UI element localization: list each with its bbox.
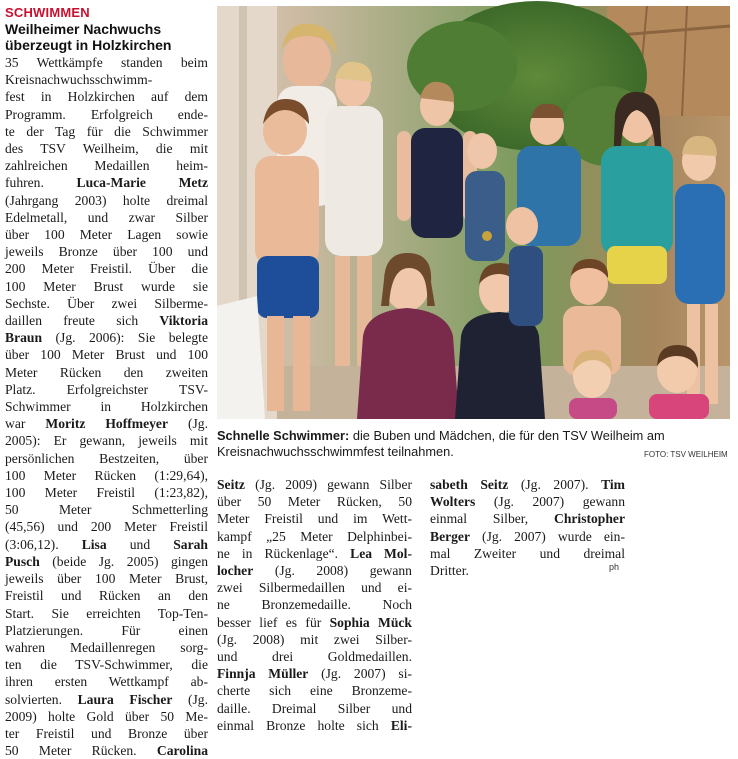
text-line: daille. Dreimal Silber und [217, 700, 412, 716]
text-line: Programm. Erfolgreich ende- [5, 106, 208, 122]
text-line [430, 528, 625, 545]
athlete-name: Berger [430, 528, 470, 544]
text-fragment: daillen freute sich [5, 313, 139, 329]
text-line: fest in Holzkirchen auf dem [5, 89, 208, 105]
text-line: 2005): Er gewann, jeweils mit [5, 433, 208, 449]
text-line: zahlreichen Medaillen heim- [5, 158, 208, 174]
text-fragment: (Jg. 2007) wurde ein- [482, 528, 625, 544]
text-line: ter Freistil und Bronze über [5, 725, 208, 741]
text-line: wahren Medaillenregen sorg- [5, 639, 208, 655]
text-line: Meter Freistil und im Wett- [217, 511, 412, 527]
athlete-name: Sarah [173, 536, 208, 552]
text-line: te der Tag für die Schwimmer [5, 123, 208, 139]
text-fragment: war [5, 416, 26, 432]
text-line [5, 415, 208, 432]
text-line: (45,56) und 200 Meter Freistil [5, 519, 208, 535]
text-line: Kreisnachwuchsschwimm- [5, 72, 153, 88]
text-line: jeweils Bronze über 100 und [5, 244, 208, 260]
text-line: Platz. Erfolgreichster TSV- [5, 381, 208, 397]
text-line: zwei Silbermedaillen und ei- [217, 580, 412, 596]
caption-text: die Buben und Mädchen, die für den TSV Weilheim am Kreisnachwuchsschwimmfest teilnahmen. [217, 428, 665, 459]
athlete-name: Lisa [81, 536, 107, 552]
text-line [217, 614, 412, 631]
text-line [5, 742, 208, 759]
text-line: und drei Goldmedaillen. [217, 649, 412, 665]
athlete-name: Laura Fischer [77, 691, 173, 707]
athlete-name: Pusch [5, 553, 40, 569]
text-line: cherte sich eine Bronzeme- [217, 683, 412, 699]
text-line: ten die TSV-Schwimmer, die [5, 657, 208, 673]
text-line [217, 562, 412, 579]
text-line: Meter Rücken den zweiten [5, 364, 208, 380]
text-line [5, 329, 208, 346]
text-fragment: einmal Silber, [430, 511, 529, 527]
text-fragment: (3:06,12). [5, 536, 59, 552]
athlete-name: Eli- [390, 717, 412, 733]
text-line: 2009) holte Gold über 50 Me- [5, 708, 208, 724]
text-line: 100 Meter Brust wurde sie [5, 278, 208, 294]
text-line: ne Bronzemedaille. Noch [217, 597, 412, 613]
text-line: Dritter. [430, 563, 469, 579]
text-fragment: (beide Jg. 2005) gingen [52, 553, 209, 569]
text-fragment: einmal Bronze holte sich [217, 717, 379, 733]
text-line [430, 510, 625, 527]
text-line [5, 312, 208, 329]
text-line: Schwimmer in Holzkirchen [5, 399, 208, 415]
team-photo [217, 6, 730, 419]
headline-line-2: überzeugt in Holzkirchen [5, 37, 172, 53]
team-photo-illustration [217, 6, 730, 419]
text-line: 35 Wettkämpfe standen beim [5, 55, 208, 70]
text-line [5, 691, 208, 708]
athlete-name: Tim [601, 477, 625, 492]
athlete-name: Sophia Mück [329, 614, 412, 630]
text-fragment: (Jg. 2007) gewann [493, 494, 625, 510]
article-headline [5, 21, 210, 53]
text-line [217, 717, 412, 734]
text-fragment: fuhren. [5, 175, 44, 191]
text-line: über 100 Meter Lagen sowie [5, 227, 208, 243]
text-fragment: (Jg. 2009) gewann Silber [255, 477, 412, 492]
athlete-name: locher [217, 563, 254, 579]
caption-lead: Schnelle Schwimmer: [217, 428, 350, 443]
text-fragment: (Jg. 2006): Sie belegte [55, 330, 208, 346]
author-initials: ph [609, 562, 620, 572]
text-line [430, 493, 625, 510]
photo-credit: FOTO: TSV WEILHEIM [644, 450, 728, 459]
text-line: Freistil und Rücken an den [5, 588, 208, 604]
athlete-name: Viktoria [159, 313, 208, 329]
athlete-name: Seitz [217, 477, 245, 492]
text-fragment: (Jg. 2007) si- [321, 666, 412, 682]
text-fragment: 50 Meter Rücken. [5, 743, 137, 759]
text-line: über 100 Meter Brust und 100 [5, 347, 208, 363]
athlete-name: sabeth Seitz [430, 477, 509, 492]
text-line [217, 545, 412, 562]
text-fragment: besser lief es für [217, 614, 322, 630]
text-line: Edelmetall, und zwar Silber [5, 209, 208, 225]
text-line: des TSV Weilheim, die mit [5, 141, 208, 157]
article-column-2 [217, 476, 412, 734]
text-line: persönlichen Bestzeiten, über [5, 450, 208, 466]
text-fragment: (Jg. 2008) gewann [274, 563, 412, 579]
text-line: Start. Sie erreichten Top-Ten- [5, 605, 208, 621]
text-line [430, 476, 625, 493]
headline-line-1: Weilheimer Nachwuchs [5, 21, 162, 37]
text-line: ihren ersten Wettkampf ab- [5, 674, 208, 690]
text-line [217, 476, 412, 493]
text-line: über 50 Meter Rücken, 50 [217, 494, 412, 510]
text-fragment: (Jg. [187, 416, 208, 432]
athlete-name: Moritz Hoffmeyer [45, 416, 168, 432]
text-line: jeweils über 100 Meter Brust, [5, 571, 208, 587]
text-line [5, 174, 208, 191]
article-column-3 [430, 476, 625, 579]
article-column-1 [5, 54, 208, 759]
text-line: 100 Meter Freistil (1:23,82), [5, 485, 208, 501]
athlete-name: Braun [5, 330, 43, 346]
text-fragment: solvierten. [5, 691, 63, 707]
text-line: Platzierungen. Für einen [5, 622, 208, 638]
athlete-name: Luca-Marie Metz [76, 175, 208, 191]
text-fragment: (Jg. 2007). [520, 477, 589, 492]
athlete-name: Lea Mol- [350, 545, 412, 561]
text-line: 50 Meter Schmetterling [5, 502, 208, 518]
text-line: kampf „25 Meter Delphinbei- [217, 528, 412, 544]
text-line: Sechste. Über zwei Silberme- [5, 295, 208, 311]
text-line: (Jahrgang 2003) holte dreimal [5, 192, 208, 208]
text-line [5, 553, 208, 570]
text-fragment: und [129, 536, 151, 552]
athlete-name: Christopher [554, 511, 625, 527]
athlete-name: Carolina [156, 743, 208, 759]
text-line: (Jg. 2008) mit zwei Silber- [217, 631, 412, 647]
text-fragment: (Jg. [187, 691, 208, 707]
athlete-name: Wolters [430, 494, 476, 510]
section-kicker: SCHWIMMEN [5, 5, 90, 20]
text-line [5, 536, 208, 553]
text-line [217, 665, 412, 682]
text-fragment: ne in Rückenlage“. [217, 545, 339, 561]
text-line: 100 Meter Rücken (1:29,64), [5, 467, 208, 483]
text-line: mal Zweiter und dreimal [430, 545, 625, 561]
text-line: 200 Meter Freistil. Über die [5, 261, 208, 277]
athlete-name: Finnja Müller [217, 666, 309, 682]
